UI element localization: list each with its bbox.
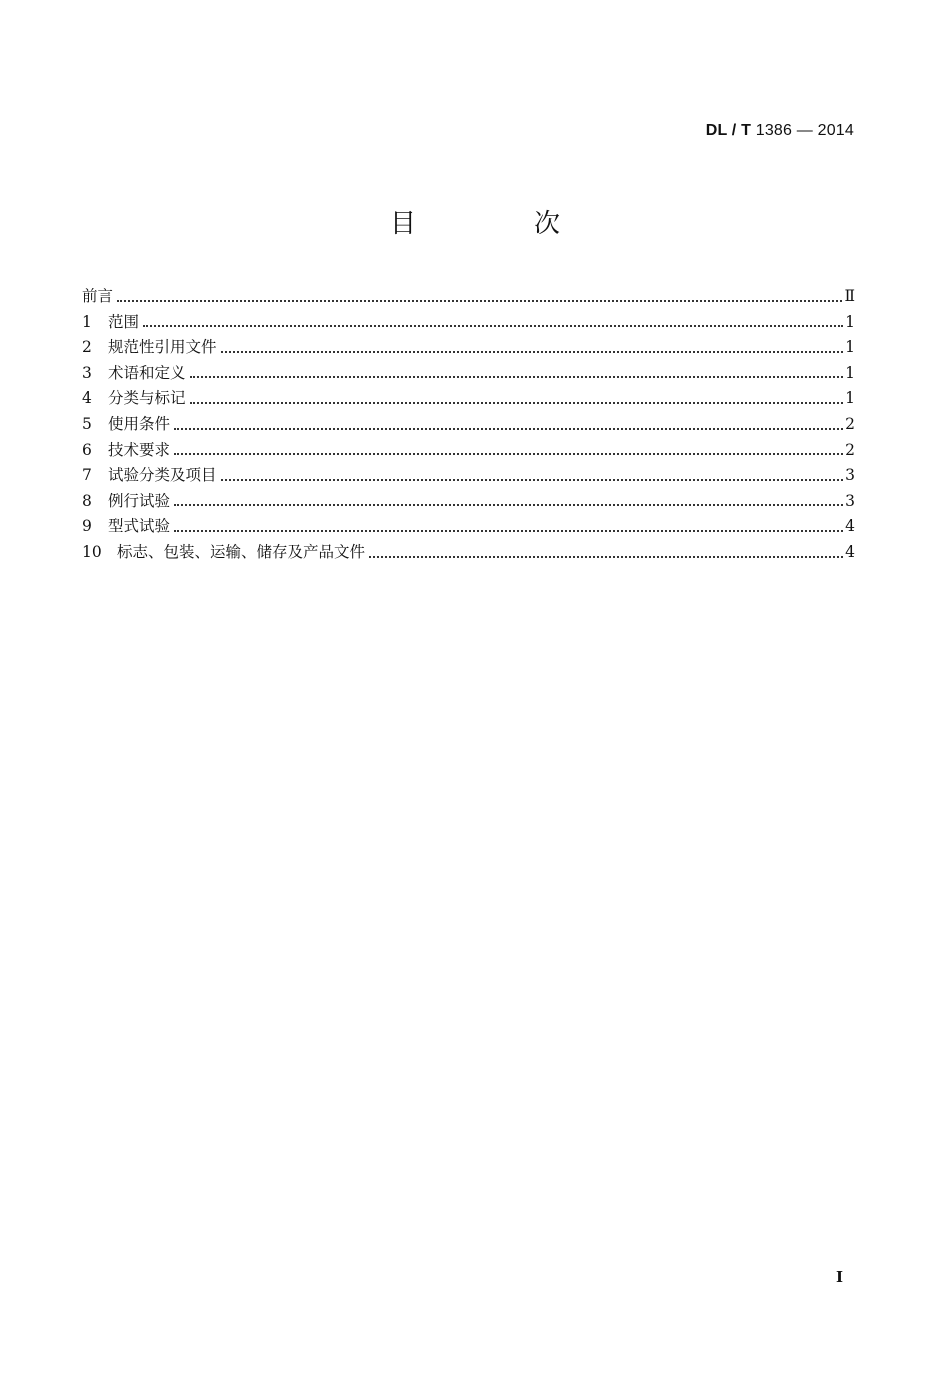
toc-entry-number: 6: [82, 440, 92, 459]
standard-code: [706, 122, 854, 140]
toc-entry-label: 使用条件: [108, 414, 171, 433]
toc-entry-page: 1: [845, 338, 855, 357]
dot-leader: [174, 453, 843, 455]
dot-leader: [369, 556, 843, 558]
toc-entry-page: 1: [845, 363, 855, 382]
dot-leader: [117, 300, 842, 302]
toc-entry-number: 3: [82, 363, 92, 382]
standard-prefix: DL / T: [705, 122, 752, 139]
toc-entry-5[interactable]: [82, 412, 855, 438]
dot-leader: [190, 402, 844, 404]
toc-entry-number: 10: [82, 542, 102, 561]
toc-entry-number: 9: [82, 517, 92, 536]
toc-entry-foreword[interactable]: [82, 284, 855, 310]
toc-entry-page: 2: [845, 414, 855, 433]
toc-entry-4[interactable]: [82, 386, 855, 412]
toc-entry-6[interactable]: [82, 438, 855, 464]
toc-entry-label: 例行试验: [108, 491, 171, 510]
toc-entry-number: 7: [82, 466, 92, 485]
toc-entry-3[interactable]: [82, 361, 855, 387]
toc-entry-label: 标志、包装、运输、储存及产品文件: [117, 542, 366, 561]
toc-entry-label: 规范性引用文件: [108, 338, 217, 357]
dot-leader: [143, 325, 843, 327]
dot-leader: [221, 351, 844, 353]
toc-entry-10[interactable]: [82, 540, 855, 566]
toc-entry-page: 2: [845, 440, 855, 459]
toc-entry-page: 3: [845, 466, 855, 485]
dot-leader: [174, 530, 843, 532]
dot-leader: [190, 376, 844, 378]
toc-entry-number: 5: [82, 414, 92, 433]
toc-entry-number: 2: [82, 338, 92, 357]
toc-entry-label: 分类与标记: [108, 389, 186, 408]
toc-entry-page: 3: [845, 491, 855, 510]
toc-entry-label: 型式试验: [108, 517, 171, 536]
toc-entry-number: 8: [82, 491, 92, 510]
table-of-contents: [82, 284, 855, 566]
toc-entry-number: 4: [82, 389, 92, 408]
dot-leader: [174, 428, 843, 430]
toc-entry-page: Ⅱ: [844, 287, 855, 305]
toc-entry-page: 1: [845, 389, 855, 408]
toc-entry-label: 前言: [82, 287, 114, 305]
standard-number: 1386 — 2014: [755, 122, 854, 139]
dot-leader: [174, 504, 843, 506]
toc-entry-page: 4: [845, 542, 855, 561]
toc-title: 目 次: [389, 209, 606, 239]
dot-leader: [221, 479, 844, 481]
toc-entry-label: 试验分类及项目: [108, 466, 217, 485]
toc-entry-7[interactable]: [82, 463, 855, 489]
toc-entry-label: 技术要求: [108, 440, 171, 459]
toc-entry-8[interactable]: [82, 489, 855, 515]
toc-entry-2[interactable]: [82, 335, 855, 361]
toc-entry-number: 1: [82, 312, 92, 331]
toc-entry-9[interactable]: [82, 514, 855, 540]
page-number: I: [836, 1268, 844, 1286]
toc-entry-page: 1: [845, 312, 855, 331]
toc-entry-label: 范围: [108, 312, 140, 331]
toc-entry-page: 4: [845, 517, 855, 536]
toc-entry-1[interactable]: [82, 310, 855, 336]
toc-entry-label: 术语和定义: [108, 363, 186, 382]
